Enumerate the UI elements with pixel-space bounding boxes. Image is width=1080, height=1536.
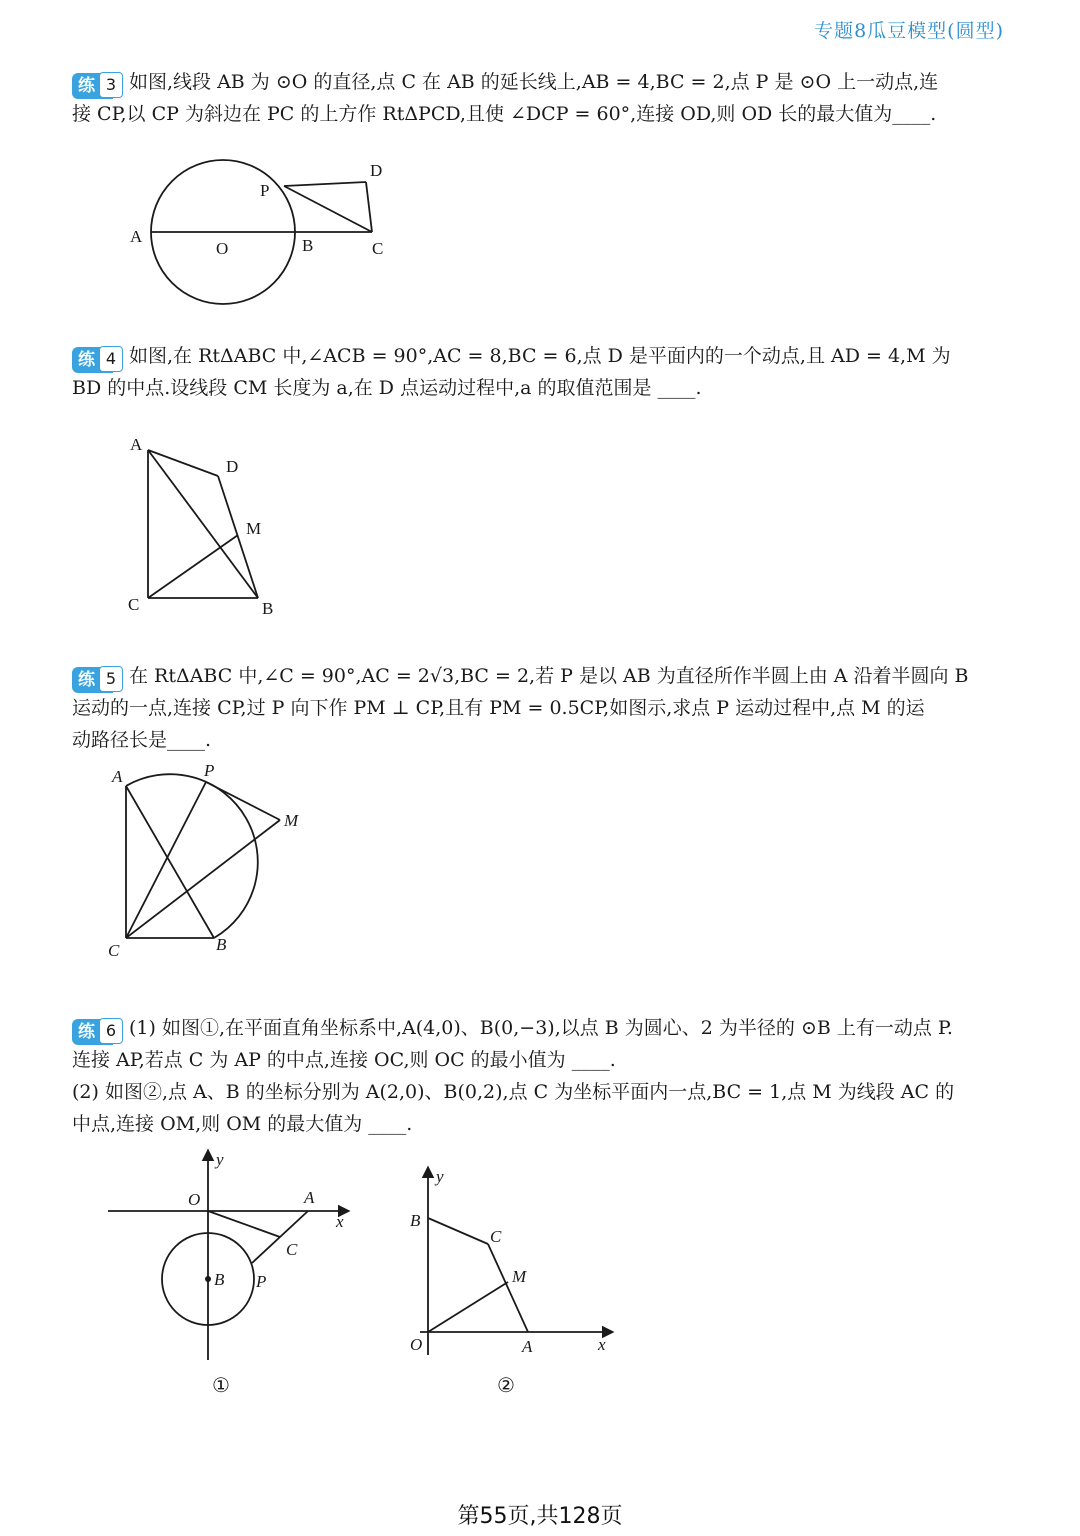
figure-problem-6-1	[100, 1145, 360, 1365]
caption-figure-2: ②	[497, 1373, 515, 1397]
problem-4	[72, 340, 1012, 404]
label-O: O	[410, 1335, 423, 1354]
figure-problem-4	[120, 430, 300, 625]
label-D: D	[370, 161, 383, 180]
label-O: O	[216, 239, 229, 258]
line-AB	[126, 786, 214, 938]
problem-4-line-1: 练 4 如图,在 RtΔABC 中,∠ACB = 90°,AC = 8,BC = 6,点 D 是平面内的一个动点,且 AD = 4,M 为	[72, 340, 1012, 372]
figure-problem-6-2	[400, 1160, 620, 1360]
label-x: x	[336, 1212, 344, 1231]
problem-6-line-4: 中点,连接 OM,则 OM 的最大值为 ____.	[72, 1113, 413, 1135]
label-O: O	[188, 1190, 201, 1209]
label-A: A	[112, 767, 123, 786]
problem-tag: 练 4	[72, 346, 113, 372]
problem-tag: 练 5	[72, 666, 113, 692]
problem-6	[72, 1012, 1012, 1140]
label-M: M	[512, 1267, 527, 1286]
line-BC	[428, 1218, 488, 1244]
label-B: B	[410, 1211, 421, 1230]
label-A: A	[304, 1188, 315, 1207]
label-y: y	[216, 1150, 224, 1169]
problem-5-line-1: 练 5 在 RtΔABC 中,∠C = 90°,AC = 2√3,BC = 2,若 P 是以 AB 为直径所作半圆上由 A 沿着半圆向 B	[72, 660, 1012, 692]
problem-6-line-3: (2) 如图②,点 A、B 的坐标分别为 A(2,0)、B(0,2),点 C 为坐标平面内一点,BC = 1,点 M 为线段 AC 的	[72, 1081, 955, 1103]
figure-problem-5	[100, 760, 320, 960]
problem-tag: 练 6	[72, 1018, 113, 1044]
label-x: x	[598, 1335, 606, 1354]
line-AB	[148, 450, 258, 598]
label-D: D	[226, 457, 239, 476]
line-PD	[284, 182, 366, 186]
label-A: A	[522, 1337, 533, 1356]
label-C: C	[490, 1227, 502, 1246]
line-DC	[366, 182, 372, 232]
label-A: A	[130, 435, 143, 454]
label-P: P	[256, 1272, 267, 1291]
line-CA	[488, 1244, 528, 1332]
label-M: M	[246, 519, 262, 538]
problem-5-line-2: 运动的一点,连接 CP,过 P 向下作 PM ⊥ CP,且有 PM = 0.5CP,如图示,求点 P 运动过程中,点 M 的运	[72, 697, 925, 719]
line-PC	[284, 186, 372, 232]
problem-6-line-1: 练 6 (1) 如图①,在平面直角坐标系中,A(4,0)、B(0,−3),以点 B 为圆心、2 为半径的 ⊙B 上有一动点 P.	[72, 1012, 1012, 1044]
label-P: P	[260, 181, 270, 200]
label-y: y	[436, 1167, 444, 1186]
problem-5-line-3: 动路径长是____.	[72, 729, 212, 751]
problem-6-line-2: 连接 AP,若点 C 为 AP 的中点,连接 OC,则 OC 的最小值为 ____.	[72, 1049, 616, 1071]
line-OM	[428, 1282, 508, 1332]
problem-3-line-1: 练 3 如图,线段 AB 为 ⊙O 的直径,点 C 在 AB 的延长线上,AB = 4,BC = 2,点 P 是 ⊙O 上一动点,连	[72, 66, 1012, 98]
label-C: C	[128, 595, 140, 614]
label-C: C	[286, 1240, 298, 1259]
label-B: B	[262, 599, 274, 618]
problem-5	[72, 660, 1012, 756]
page-header: 专题8瓜豆模型(圆型)	[814, 20, 1004, 42]
caption-figure-1: ①	[212, 1373, 230, 1397]
problem-3-line-2: 接 CP,以 CP 为斜边在 PC 的上方作 RtΔPCD,且使 ∠DCP = 60°,连接 OD,则 OD 长的最大值为____.	[72, 103, 937, 125]
label-C: C	[372, 239, 384, 258]
label-B: B	[214, 1270, 225, 1289]
label-B: B	[216, 935, 227, 954]
center-B	[205, 1276, 211, 1282]
problem-4-line-2: BD 的中点.设线段 CM 长度为 a,在 D 点运动过程中,a 的取值范围是 ____.	[72, 377, 702, 399]
label-M: M	[284, 811, 299, 830]
label-A: A	[130, 227, 143, 246]
line-OC	[208, 1211, 280, 1237]
problem-3	[72, 66, 1012, 130]
figure-problem-3	[120, 150, 400, 320]
problem-tag: 练 3	[72, 72, 113, 98]
label-P: P	[204, 761, 215, 780]
line-CM	[148, 535, 238, 598]
label-B: B	[302, 236, 314, 255]
label-C: C	[108, 941, 120, 960]
page-footer: 第55页,共128页	[457, 1504, 623, 1529]
